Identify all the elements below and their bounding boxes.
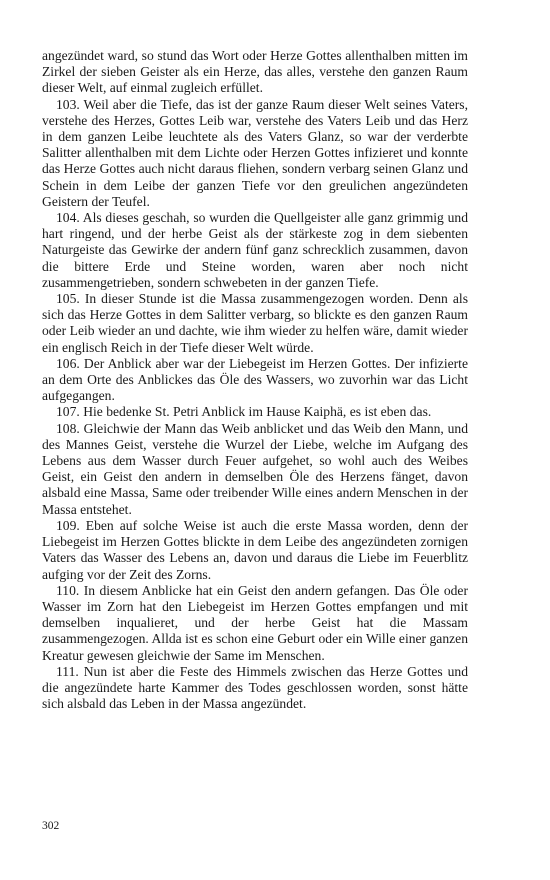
- paragraph-105: 105. In dieser Stunde ist die Massa zusammengezogen worden. Denn als sich das Herze Gottes in dem Salitter verbarg, so blickte es den ganzen Raum oder Leib wieder an und dachte, wie ihm wieder zu helfen wäre, damit wieder ein englisch Reich in der Tiefe dieser Welt würde.: [42, 291, 468, 355]
- paragraph-103: 103. Weil aber die Tiefe, das ist der ganze Raum dieser Welt seines Vaters, verstehe des Herzes, Gottes Leib war, verstehe des Vaters Leib und das Herz in dem ganzen Leibe leuchtete als des Vaters Glanz, so war der verderbte Salitter allenthalben mit dem Lichte oder Herzen Gottes infizieret und konnte das Herze Gottes auch nicht daraus fliehen, sondern verbarg seinen Glanz und Schein in dem Leibe der ganzen Tiefe vor den greulichen angezündeten Geistern der Teufel.: [42, 96, 468, 209]
- paragraph-111: 111. Nun ist aber die Feste des Himmels zwischen das Herze Gottes und die angezündete harte Kammer des Todes geschlossen worden, sonst hätte sich alsbald das Leben in der Massa angezündet.: [42, 663, 468, 712]
- paragraph-continued: angezündet ward, so stund das Wort oder Herze Gottes allenthalben mitten im Zirkel der sieben Geister als ein Herze, das alles, verstehe den ganzen Raum dieser Welt, auf einmal zugleich erfüllet.: [42, 48, 468, 96]
- paragraph-108: 108. Gleichwie der Mann das Weib anblicket und das Weib den Mann, und des Mannes Geist, verstehe die Wurzel der Liebe, welche im Aufgang des Lebens aus dem Wasser durch Feuer aufgehet, so wohl auch des Weibes Geist, ein Geist den andern in demselben Öle des Herzens fänget, davon alsbald eine Massa, Same oder treibender Wille eines andern Menschen in der Massa entstehet.: [42, 420, 468, 517]
- paragraph-110: 110. In diesem Anblicke hat ein Geist den andern gefangen. Das Öle oder Wasser im Zorn hat den Liebegeist im Herzen Gottes empfangen und mit demselben inqualieret, und der herbe Geist hat die Massam zusammengezogen. Allda ist es schon eine Geburt oder ein Wille einer ganzen Kreatur gewesen gleichwie der Same im Menschen.: [42, 582, 468, 663]
- paragraph-107: 107. Hie bedenke St. Petri Anblick im Hause Kaiphä, es ist eben das.: [56, 404, 432, 420]
- paragraph-106: 106. Der Anblick aber war der Liebegeist im Herzen Gottes. Der infizierte an dem Orte des Anblickes das Öle des Wassers, wo zuvorhin war das Licht aufgegangen.: [42, 355, 468, 404]
- page-number: 302: [42, 820, 60, 832]
- paragraph-104: 104. Als dieses geschah, so wurden die Quellgeister alle ganz grimmig und hart ringend, und der herbe Geist als der stärkeste zog in dem siebenten Naturgeiste das Gewirke der andern fünf ganz schrecklich zusammen, davon die bittere Erde und Steine worden, waren aber noch nicht zusammengetrieben, sondern schwebeten in der ganzen Tiefe.: [42, 210, 468, 290]
- page-body: [42, 48, 468, 712]
- paragraph-109: 109. Eben auf solche Weise ist auch die erste Massa worden, denn der Liebegeist im Herzen Gottes blickte in dem Leibe des angezündeten zornigen Vaters das Wasser des Lebens an, davon und daraus die Liebe im Feuerblitz aufging vor der Zeit des Zorns.: [42, 517, 468, 582]
